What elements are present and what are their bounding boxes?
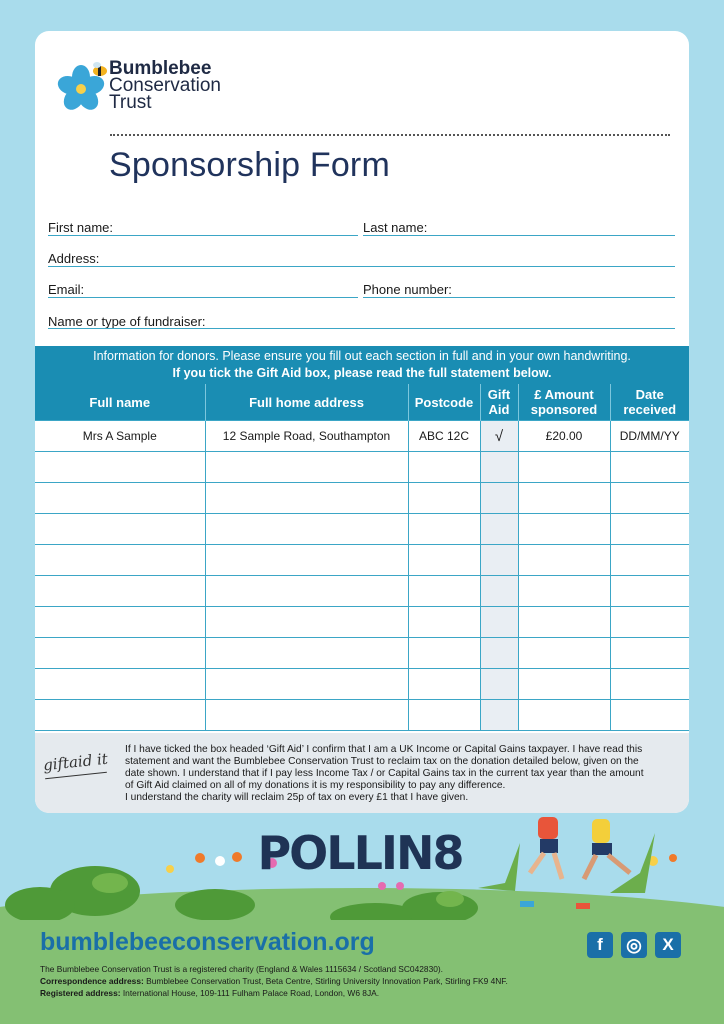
brand-line-3: Trust bbox=[109, 92, 152, 113]
divider bbox=[110, 134, 670, 136]
donor-info-banner bbox=[35, 346, 689, 386]
cell-amount[interactable] bbox=[518, 638, 610, 669]
gift-aid-notice: If you tick the Gift Aid box, please read the full statement below. bbox=[172, 366, 552, 380]
correspondence-label: Correspondence address: bbox=[40, 976, 144, 986]
cell-gift-aid-checkbox[interactable] bbox=[480, 638, 518, 669]
cell-date[interactable] bbox=[610, 483, 689, 514]
email-field[interactable] bbox=[48, 297, 358, 298]
header-postcode: Postcode bbox=[408, 384, 480, 421]
cell-postcode[interactable]: ABC 12C bbox=[408, 421, 480, 452]
cell-address[interactable] bbox=[205, 514, 408, 545]
table-header-row bbox=[35, 384, 689, 421]
table-row bbox=[35, 576, 689, 607]
cell-postcode[interactable] bbox=[408, 545, 480, 576]
cell-address[interactable] bbox=[205, 576, 408, 607]
pollin8-logo bbox=[257, 815, 462, 881]
brand-line-2: Conservation bbox=[109, 75, 221, 96]
cell-postcode[interactable] bbox=[408, 576, 480, 607]
cell-date[interactable] bbox=[610, 545, 689, 576]
last-name-field[interactable] bbox=[363, 235, 675, 236]
registered-text: International House, 109-111 Fulham Palace Road, London, W6 8JA. bbox=[120, 988, 380, 998]
cell-postcode[interactable] bbox=[408, 452, 480, 483]
cell-gift-aid-checkbox[interactable] bbox=[480, 452, 518, 483]
header-address: Full home address bbox=[205, 384, 408, 421]
table-row bbox=[35, 607, 689, 638]
cell-amount[interactable] bbox=[518, 700, 610, 731]
table-row bbox=[35, 700, 689, 731]
cell-address[interactable] bbox=[205, 669, 408, 700]
cell-amount[interactable] bbox=[518, 576, 610, 607]
campaign-title: POLLIN8 bbox=[257, 826, 463, 880]
cell-amount[interactable] bbox=[518, 545, 610, 576]
cell-date[interactable] bbox=[610, 700, 689, 731]
cell-address[interactable] bbox=[205, 638, 408, 669]
cell-postcode[interactable] bbox=[408, 669, 480, 700]
cell-postcode[interactable] bbox=[408, 700, 480, 731]
cell-amount[interactable] bbox=[518, 514, 610, 545]
cell-full-name[interactable] bbox=[35, 514, 205, 545]
table-row bbox=[35, 545, 689, 576]
gift-aid-line: If I have ticked the box headed ‘Gift Aid’ I confirm that I am a UK Income or Capital Gains taxpayer. I have read this bbox=[125, 744, 643, 755]
instagram-icon[interactable]: ◎ bbox=[621, 932, 647, 958]
sponsorship-form-card bbox=[35, 31, 689, 813]
first-name-label: First name: bbox=[48, 220, 114, 235]
gift-aid-line: statement and want the Bumblebee Conservation Trust to reclaim tax on the donation detailed below, given on the bbox=[125, 756, 639, 767]
fundraiser-field[interactable] bbox=[48, 328, 675, 329]
registered-label: Registered address: bbox=[40, 988, 121, 998]
cell-date[interactable]: DD/MM/YY bbox=[610, 421, 689, 452]
cell-date[interactable] bbox=[610, 452, 689, 483]
cell-gift-aid-checkbox[interactable] bbox=[480, 545, 518, 576]
address-label: Address: bbox=[48, 251, 100, 266]
cell-gift-aid-checkbox[interactable] bbox=[480, 607, 518, 638]
last-name-label: Last name: bbox=[363, 220, 428, 235]
fundraiser-label: Name or type of fundraiser: bbox=[48, 314, 206, 329]
donor-info-text: Information for donors. Please ensure you fill out each section in full and in your own handwriting. bbox=[93, 349, 631, 363]
table-row bbox=[35, 669, 689, 700]
header-date: Date received bbox=[610, 384, 689, 421]
cell-gift-aid-checkbox[interactable] bbox=[480, 483, 518, 514]
cell-full-name[interactable] bbox=[35, 669, 205, 700]
cell-gift-aid-checkbox[interactable] bbox=[480, 700, 518, 731]
cell-address[interactable] bbox=[205, 452, 408, 483]
cell-postcode[interactable] bbox=[408, 638, 480, 669]
brand-name bbox=[109, 60, 221, 111]
table-row bbox=[35, 421, 689, 452]
header-amount: £ Amount sponsored bbox=[518, 384, 610, 421]
cell-date[interactable] bbox=[610, 514, 689, 545]
email-label: Email: bbox=[48, 282, 85, 297]
cell-full-name[interactable] bbox=[35, 576, 205, 607]
cell-amount[interactable] bbox=[518, 483, 610, 514]
cell-amount[interactable]: £20.00 bbox=[518, 421, 610, 452]
cell-gift-aid-checkbox[interactable] bbox=[480, 514, 518, 545]
cell-amount[interactable] bbox=[518, 607, 610, 638]
gift-aid-line: of Gift Aid claimed on all of my donations it is my responsibility to pay any difference. bbox=[125, 780, 506, 791]
garden-scene-illustration bbox=[0, 813, 724, 928]
cell-postcode[interactable] bbox=[408, 483, 480, 514]
header-gift-aid: Gift Aid bbox=[480, 384, 518, 421]
cell-full-name[interactable] bbox=[35, 545, 205, 576]
table-row bbox=[35, 452, 689, 483]
cell-address[interactable]: 12 Sample Road, Southampton bbox=[205, 421, 408, 452]
cell-full-name[interactable] bbox=[35, 607, 205, 638]
gift-aid-line: date shown. I understand that if I pay less Income Tax / or Capital Gains tax in the current tax year than the amount bbox=[125, 768, 644, 779]
x-twitter-icon[interactable]: X bbox=[655, 932, 681, 958]
cell-gift-aid-checkbox[interactable] bbox=[480, 576, 518, 607]
cell-postcode[interactable] bbox=[408, 514, 480, 545]
cell-gift-aid-checkbox[interactable]: √ bbox=[480, 421, 518, 452]
cell-amount[interactable] bbox=[518, 669, 610, 700]
gift-aid-text bbox=[125, 744, 673, 804]
table-row bbox=[35, 514, 689, 545]
cell-amount[interactable] bbox=[518, 452, 610, 483]
header-full-name: Full name bbox=[35, 384, 205, 421]
facebook-icon[interactable]: f bbox=[587, 932, 613, 958]
cell-full-name[interactable] bbox=[35, 700, 205, 731]
cell-gift-aid-checkbox[interactable] bbox=[480, 669, 518, 700]
cell-address[interactable] bbox=[205, 483, 408, 514]
correspondence-address bbox=[40, 976, 508, 986]
cell-address[interactable] bbox=[205, 607, 408, 638]
address-field[interactable] bbox=[48, 266, 675, 267]
cell-address[interactable] bbox=[205, 700, 408, 731]
table-row bbox=[35, 483, 689, 514]
page-title: Sponsorship Form bbox=[109, 146, 390, 184]
first-name-field[interactable] bbox=[48, 235, 358, 236]
correspondence-text: Bumblebee Conservation Trust, Beta Centre, Stirling University Innovation Park, Stirling FK9 4NF. bbox=[143, 976, 508, 986]
cell-date[interactable] bbox=[610, 607, 689, 638]
registered-address bbox=[40, 988, 379, 998]
cell-postcode[interactable] bbox=[408, 607, 480, 638]
cell-address[interactable] bbox=[205, 545, 408, 576]
cell-full-name[interactable]: Mrs A Sample bbox=[35, 421, 205, 452]
cell-full-name[interactable] bbox=[35, 483, 205, 514]
cell-full-name[interactable] bbox=[35, 452, 205, 483]
sponsor-table bbox=[35, 384, 689, 731]
table-row bbox=[35, 638, 689, 669]
cell-date[interactable] bbox=[610, 576, 689, 607]
phone-label: Phone number: bbox=[363, 282, 452, 297]
gift-aid-statement bbox=[35, 733, 689, 813]
cell-date[interactable] bbox=[610, 638, 689, 669]
brand-line-1: Bumblebee bbox=[109, 58, 212, 79]
phone-field[interactable] bbox=[363, 297, 675, 298]
gift-aid-line: I understand the charity will reclaim 25p of tax on every £1 that I have given. bbox=[125, 792, 469, 803]
charity-registration-text: The Bumblebee Conservation Trust is a registered charity (England & Wales 1115634 / Scotland SC042830). bbox=[40, 964, 443, 974]
website-link[interactable]: bumblebeeconservation.org bbox=[40, 928, 375, 956]
cell-date[interactable] bbox=[610, 669, 689, 700]
footer bbox=[0, 920, 724, 1024]
cell-full-name[interactable] bbox=[35, 638, 205, 669]
giftaid-logo: giftaid it bbox=[42, 749, 109, 775]
